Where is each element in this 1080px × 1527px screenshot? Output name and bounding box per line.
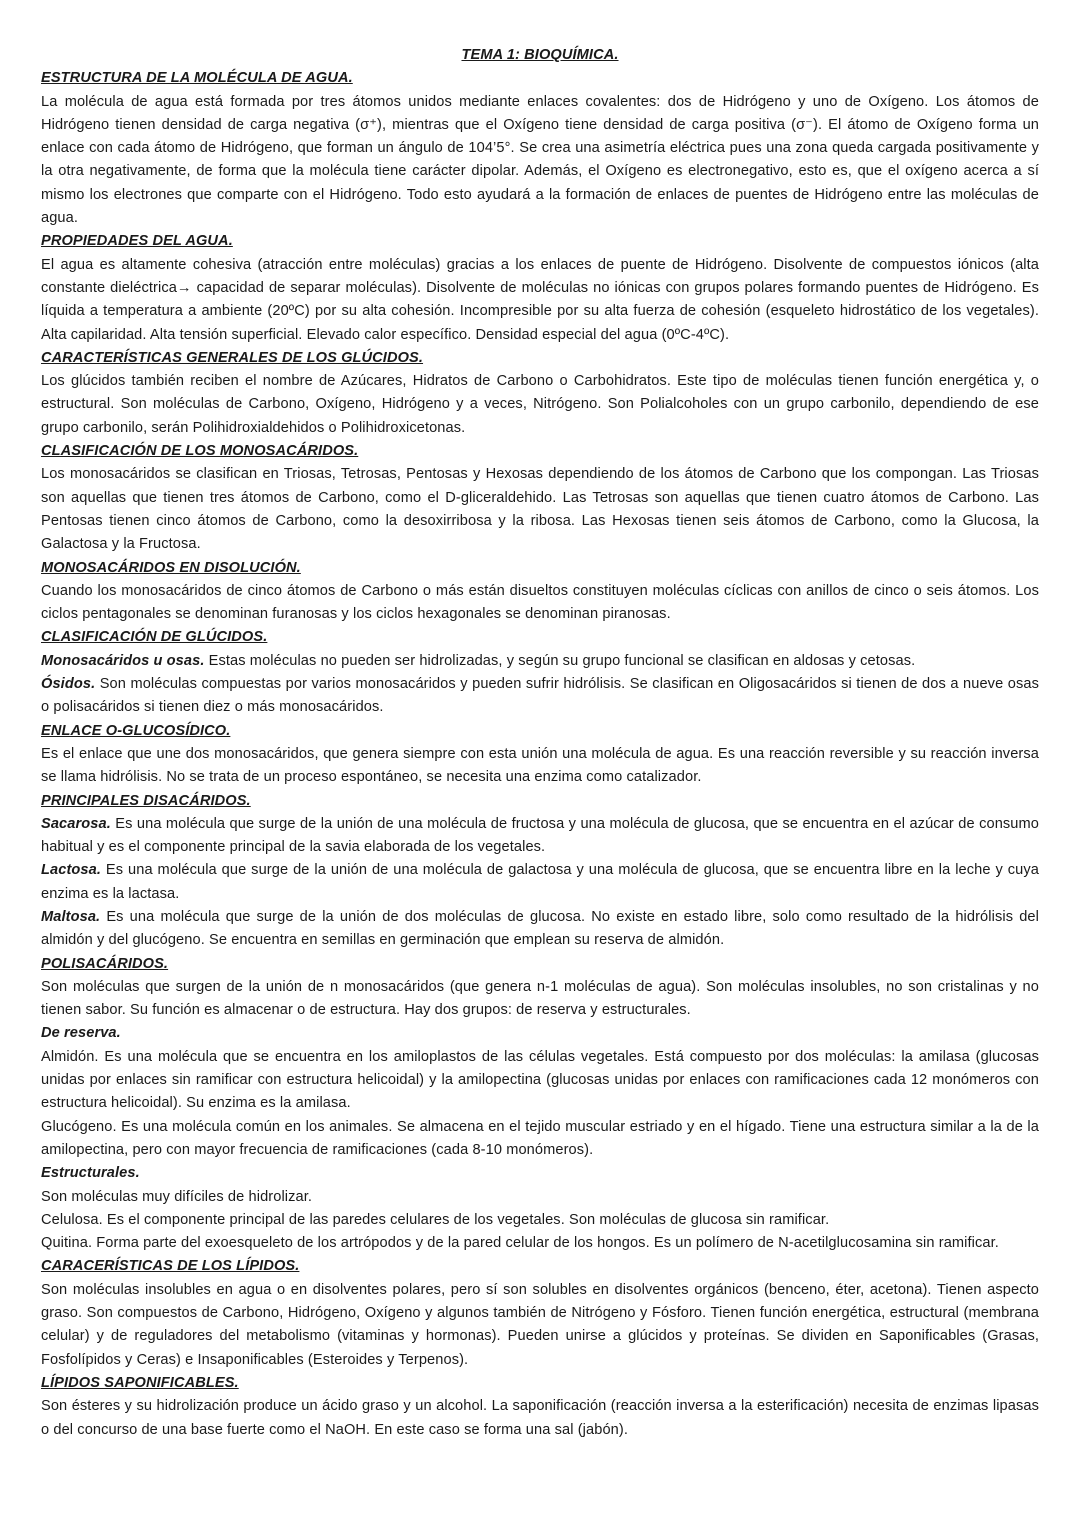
term-maltosa: Maltosa.: [41, 908, 101, 925]
paragraph-osas: [41, 650, 1039, 673]
paragraph-almidon: Almidón. Es una molécula que se encuentra en los amiloplastos de las células vegetales. Está compuesto por dos moléculas: la amilasa (glucosas unidas por enlaces sin ramificar con estructura helicoidal) y la amilopectina (glucosas unidas por enlaces con ramificaciones cada 12 monómeros con estructura helicoidal). Su enzima es la amilasa.: [41, 1048, 1039, 1112]
term-lactosa: Lactosa.: [41, 862, 102, 879]
subheading-reserva: De reserva.: [41, 1025, 121, 1042]
subheading-estructurales: Estructurales.: [41, 1165, 140, 1182]
paragraph-monosacaridos-disolucion: Cuando los monosacáridos de cinco átomos de Carbono o más están disueltos constituyen moléculas cíclicas con anillos de cinco o seis átomos. Los ciclos pentagonales se denominan furanosas y los ciclos hexagonales se denominan piranosas.: [41, 582, 1039, 623]
paragraph-glucogeno: Glucógeno. Es una molécula común en los animales. Se almacena en el tejido muscular estriado y en el hígado. Tiene una estructura similar a la de la amilopectina, pero con mayor frecuencia de ramificaciones (cada 8-10 monómeros).: [41, 1118, 1039, 1158]
heading-estructura-agua: ESTRUCTURA DE LA MOLÉCULA DE AGUA.: [41, 70, 353, 87]
paragraph-quitina: Quitina. Forma parte del exoesqueleto de los artrópodos y de la pared celular de los hongos. Es un polímero de N-acetilglucosamina sin ramificar.: [41, 1235, 999, 1252]
paragraph-lactosa: [41, 859, 1039, 906]
text-sacarosa: Es una molécula que surge de la unión de una molécula de fructosa y una molécula de glucosa, que se encuentra en el azúcar de consumo habitual y es el componente principal de la savia elaborada de los vegetales.: [41, 815, 1039, 856]
paragraph-osidos: [41, 673, 1039, 720]
heading-clasificacion-glucidos: CLASIFICACIÓN DE GLÚCIDOS.: [41, 629, 268, 646]
paragraph-sacarosa: [41, 813, 1039, 860]
heading-propiedades-agua: PROPIEDADES DEL AGUA.: [41, 233, 233, 250]
paragraph-estructura-agua: La molécula de agua está formada por tres átomos unidos mediante enlaces covalentes: dos de Hidrógeno y uno de Oxígeno. Los átomos de Hidrógeno tienen densidad de carga negativa (σ⁺), mientras que el Oxígeno tiene densidad de carga positiva (σ⁻). El átomo de Oxígeno forma un enlace con cada átomo de Hidrógeno, que forman un ángulo de 104’5°. Se crea una asimetría eléctrica pues una zona queda cargada positivamente y la otra negativamente, de forma que la molécula tiene carácter dipolar. Además, el Oxígeno es electronegativo, esto es, que el oxígeno acerca a sí mismo los electrones que comparte con el Hidrógeno. Todo esto ayudará a la formación de enlaces de puentes de Hidrógeno entre las moléculas de agua.: [41, 93, 1039, 227]
paragraph-propiedades-agua: El agua es altamente cohesiva (atracción entre moléculas) gracias a los enlaces de puente de Hidrógeno. Disolvente de compuestos iónicos (alta constante dieléctrica→ capacidad de separar moléculas). Disolvente de moléculas no iónicas con grupos polares formando puentes de Hidrógeno. Es líquida a temperatura a ambiente (20ºC) por su alta cohesión. Incompresible por su alta fuerza de cohesión (esqueleto hidrostático de los vegetales). Alta capilaridad. Alta tensión superficial. Elevado calor específico. Densidad especial del agua (0ºC-4ºC).: [41, 256, 1039, 343]
heading-enlace-o-glucosidico: ENLACE O-GLUCOSÍDICO.: [41, 722, 231, 739]
paragraph-clasificacion-monosacaridos: Los monosacáridos se clasifican en Triosas, Tetrosas, Pentosas y Hexosas dependiendo de los átomos de Carbono que los compongan. Las Triosas son aquellas que tienen tres átomos de Carbono, como el D-gliceraldehido. Las Tetrosas son aquellas que tienen cuatro átomos de Carbono. Las Pentosas tienen cinco átomos de Carbono, como la desoxirribosa y la ribosa. Las Hexosas tienen seis átomos de Carbono, como la Glucosa, la Galactosa y la Fructosa.: [41, 466, 1039, 553]
heading-glucidos: CARACTERÍSTICAS GENERALES DE LOS GLÚCIDOS.: [41, 349, 424, 366]
paragraph-maltosa: [41, 906, 1039, 953]
text-osas: Estas moléculas no pueden ser hidrolizadas, y según su grupo funcional se clasifican en aldosas y cetosas.: [204, 652, 916, 669]
text-maltosa: Es una molécula que surge de la unión de dos moléculas de glucosa. No existe en estado libre, solo como resultado de la hidrólisis del almidón y del glucógeno. Se encuentra en semillas en germinación que emplean su reserva de almidón.: [41, 908, 1039, 949]
paragraph-lipidos-saponificables: Son ésteres y su hidrolización produce un ácido graso y un alcohol. La saponificación (reacción inversa a la esterificación) necesita de enzimas lipasas o del concurso de una base fuerte como el NaOH. En este caso se forma una sal (jabón).: [41, 1398, 1039, 1438]
paragraph-lipidos: Son moléculas insolubles en agua o en disolventes polares, pero sí son solubles en disolventes orgánicos (benceno, éter, acetona). Tienen aspecto graso. Son compuestos de Carbono, Hidrógeno, Oxígeno y algunos también de Nitrógeno y Fósforo. Tienen función energética, estructural (membrana celular) y de reguladores del metabolismo (vitaminas y hormonas). Pueden unirse a glúcidos y proteínas. Se dividen en Saponificables (Grasas, Fosfolípidos y Ceras) e Insaponificables (Esteroides y Terpenos).: [41, 1281, 1039, 1368]
heading-polisacaridos: POLISACÁRIDOS.: [41, 955, 169, 972]
heading-disacaridos: PRINCIPALES DISACÁRIDOS.: [41, 792, 251, 809]
term-osas: Monosacáridos u osas.: [41, 652, 205, 669]
text-osidos: Son moléculas compuestas por varios monosacáridos y pueden sufrir hidrólisis. Se clasifican en Oligosacáridos si tienen de dos a nueve osas o polisacáridos si tienen diez o más monosacáridos.: [41, 676, 1039, 716]
paragraph-enlace-o-glucosidico: Es el enlace que une dos monosacáridos, que genera siempre con esta unión una molécula de agua. Es una reacción reversible y su reacción inversa se llama hidrólisis. No se trata de un proceso espontáneo, se necesita una enzima como catalizador.: [41, 745, 1039, 786]
heading-monosacaridos-disolucion: MONOSACÁRIDOS EN DISOLUCIÓN.: [41, 559, 301, 576]
heading-clasificacion-monosacaridos: CLASIFICACIÓN DE LOS MONOSACÁRIDOS.: [41, 443, 359, 460]
heading-lipidos: CARACERÍSTICAS DE LOS LÍPIDOS.: [41, 1258, 300, 1275]
text-lactosa: Es una molécula que surge de la unión de una molécula de galactosa y una molécula de glucosa, que se encuentra libre en la leche y cuya enzima es la lactasa.: [41, 862, 1039, 902]
document-page: [41, 44, 1039, 1442]
paragraph-celulosa: Celulosa. Es el componente principal de las paredes celulares de los vegetales. Son moléculas de glucosa sin ramificar.: [41, 1211, 830, 1228]
paragraph-polisacaridos: Son moléculas que surgen de la unión de n monosacáridos (que genera n-1 moléculas de agua). Son moléculas insolubles, no son cristalinas y no tienen sabor. Su función es almacenar o de estructura. Hay dos grupos: de reserva y estructurales.: [41, 978, 1039, 1019]
document-title: TEMA 1: BIOQUÍMICA.: [461, 47, 619, 63]
term-sacarosa: Sacarosa.: [41, 815, 111, 832]
term-osidos: Ósidos.: [41, 676, 96, 693]
paragraph-estructurales: Son moléculas muy difíciles de hidrolizar.: [41, 1188, 313, 1205]
heading-lipidos-saponificables: LÍPIDOS SAPONIFICABLES.: [41, 1374, 239, 1391]
paragraph-glucidos: Los glúcidos también reciben el nombre de Azúcares, Hidratos de Carbono o Carbohidratos. Este tipo de moléculas tienen función energética y, o estructural. Son moléculas de Carbono, Oxígeno, Hidrógeno y a veces, Nitrógeno. Son Polialcoholes con un grupo carbonilo, dependiendo de ese grupo carbonilo, serán Polihidroxialdehidos o Polihidroxicetonas.: [41, 373, 1039, 436]
